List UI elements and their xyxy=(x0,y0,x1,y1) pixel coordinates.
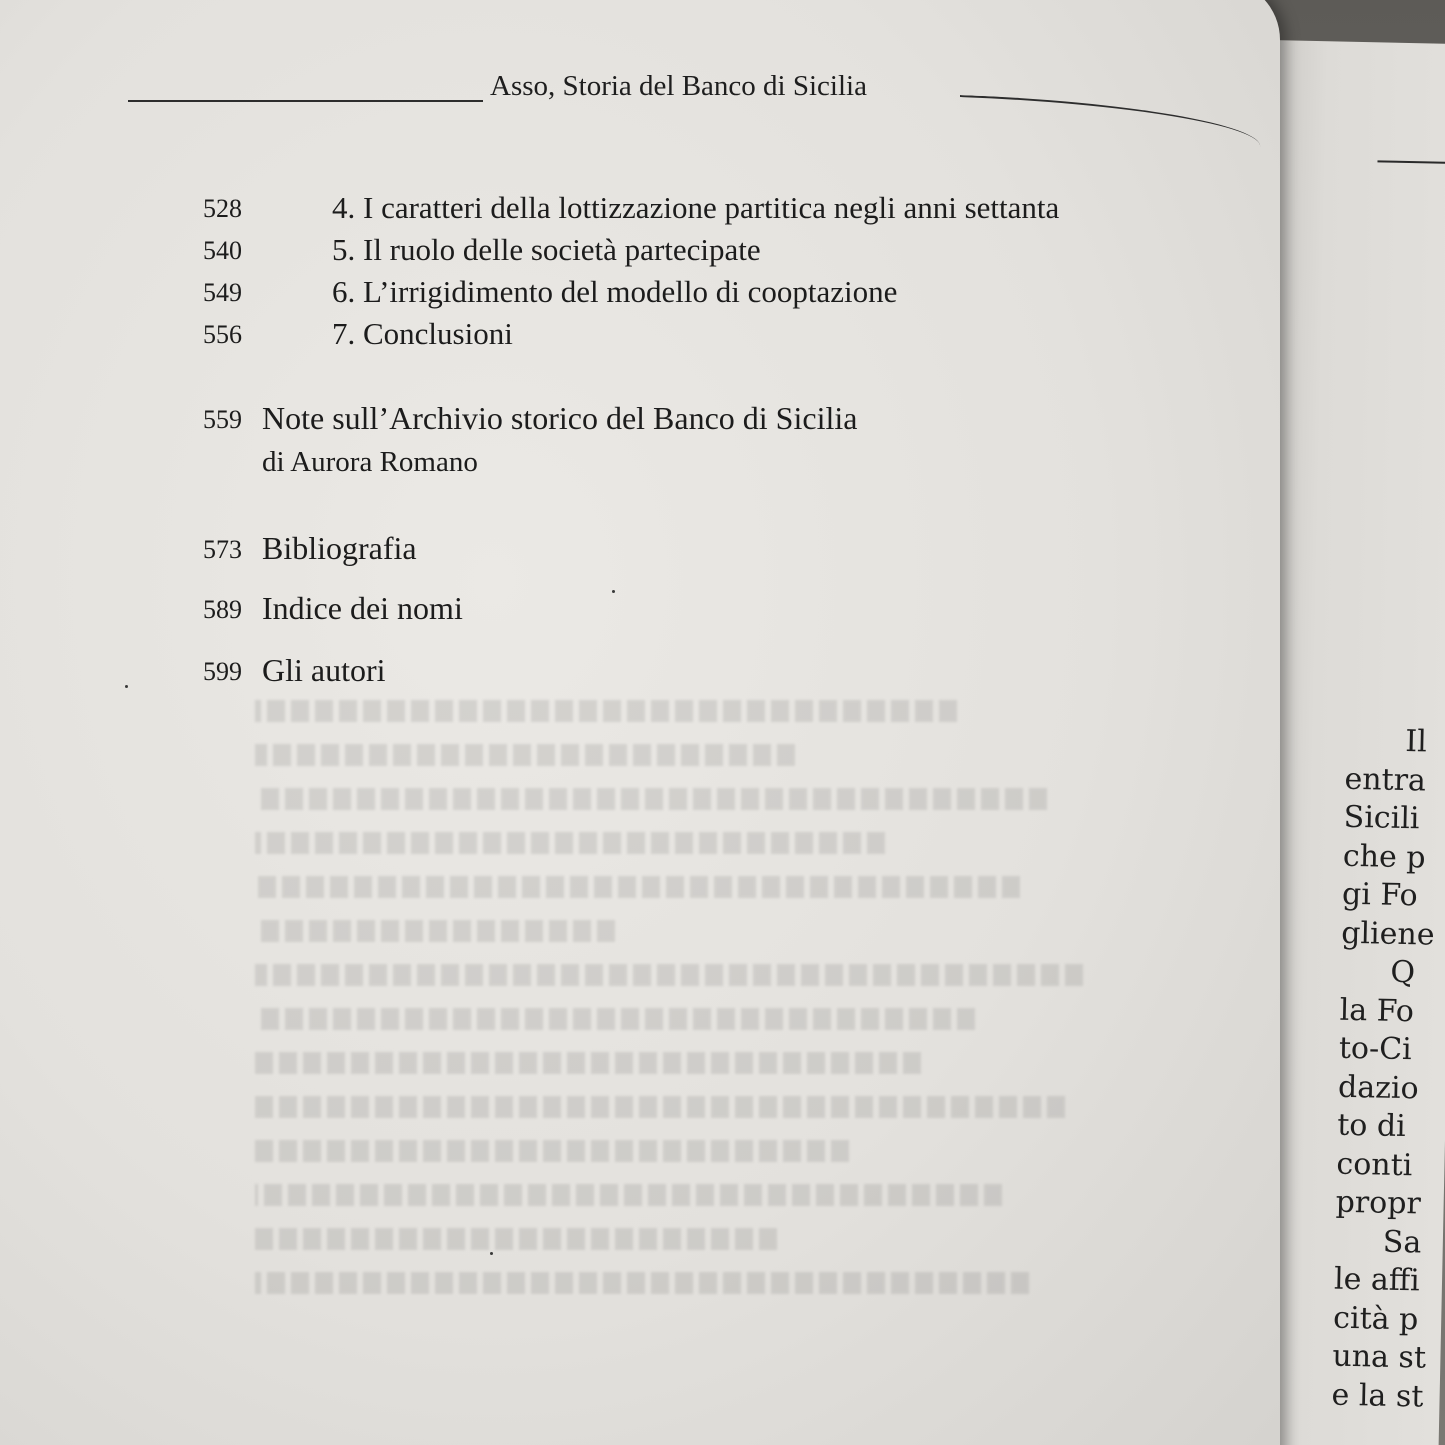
toc-section-title: Indice dei nomi xyxy=(262,590,463,626)
right-page-text xyxy=(1331,722,1439,1417)
right-line: gi Fo xyxy=(1341,876,1419,914)
right-line: le affi xyxy=(1333,1261,1421,1299)
right-line: la Fo xyxy=(1339,992,1415,1029)
right-line: Il xyxy=(1404,724,1428,760)
paper-speck xyxy=(612,590,615,593)
toc-entry-title: 7. Conclusioni xyxy=(332,316,513,351)
right-line: to-Ci xyxy=(1338,1030,1413,1068)
right-line: to di xyxy=(1336,1107,1407,1145)
paper-speck xyxy=(490,1252,493,1255)
right-line: dazio xyxy=(1337,1069,1420,1106)
right-line: gliene xyxy=(1340,915,1435,953)
right-line: Sa xyxy=(1382,1224,1422,1260)
right-line: che p xyxy=(1342,838,1426,875)
toc-page-number: 573 xyxy=(203,535,242,564)
right-line: Sicili xyxy=(1343,799,1420,837)
toc-section-title: Note sull’Archivio storico del Banco di Sicilia xyxy=(262,400,858,436)
right-line: una st xyxy=(1332,1338,1427,1376)
toc-entry-title: 6. L’irrigidimento del modello di cooptazione xyxy=(332,274,898,309)
toc-page-number: 540 xyxy=(203,236,242,265)
toc-entry-title: 4. I caratteri della lottizzazione partitica negli anni settanta xyxy=(332,190,1060,225)
toc-page-number: 549 xyxy=(203,278,242,307)
toc-page-number: 528 xyxy=(203,194,242,223)
toc-page-number: 599 xyxy=(203,657,242,686)
right-line: e la st xyxy=(1331,1377,1424,1415)
toc-entry-title: 5. Il ruolo delle società partecipate xyxy=(332,232,761,267)
right-line: conti xyxy=(1336,1146,1413,1183)
paper-speck xyxy=(125,685,128,688)
right-line: cità p xyxy=(1332,1300,1419,1337)
toc-byline: di Aurora Romano xyxy=(262,446,478,478)
right-line: propr xyxy=(1335,1184,1422,1222)
right-page-header-rule xyxy=(1377,160,1445,164)
right-line: entra xyxy=(1344,761,1427,798)
toc-page-number: 589 xyxy=(203,595,242,624)
toc-section-title: Bibliografia xyxy=(262,530,417,566)
toc-page-number: 556 xyxy=(203,320,242,349)
toc-section-title: Gli autori xyxy=(262,652,386,688)
toc-page-number: 559 xyxy=(203,405,242,434)
right-line: Q xyxy=(1390,954,1416,991)
running-title: Asso, Storia del Banco di Sicilia xyxy=(490,70,867,102)
